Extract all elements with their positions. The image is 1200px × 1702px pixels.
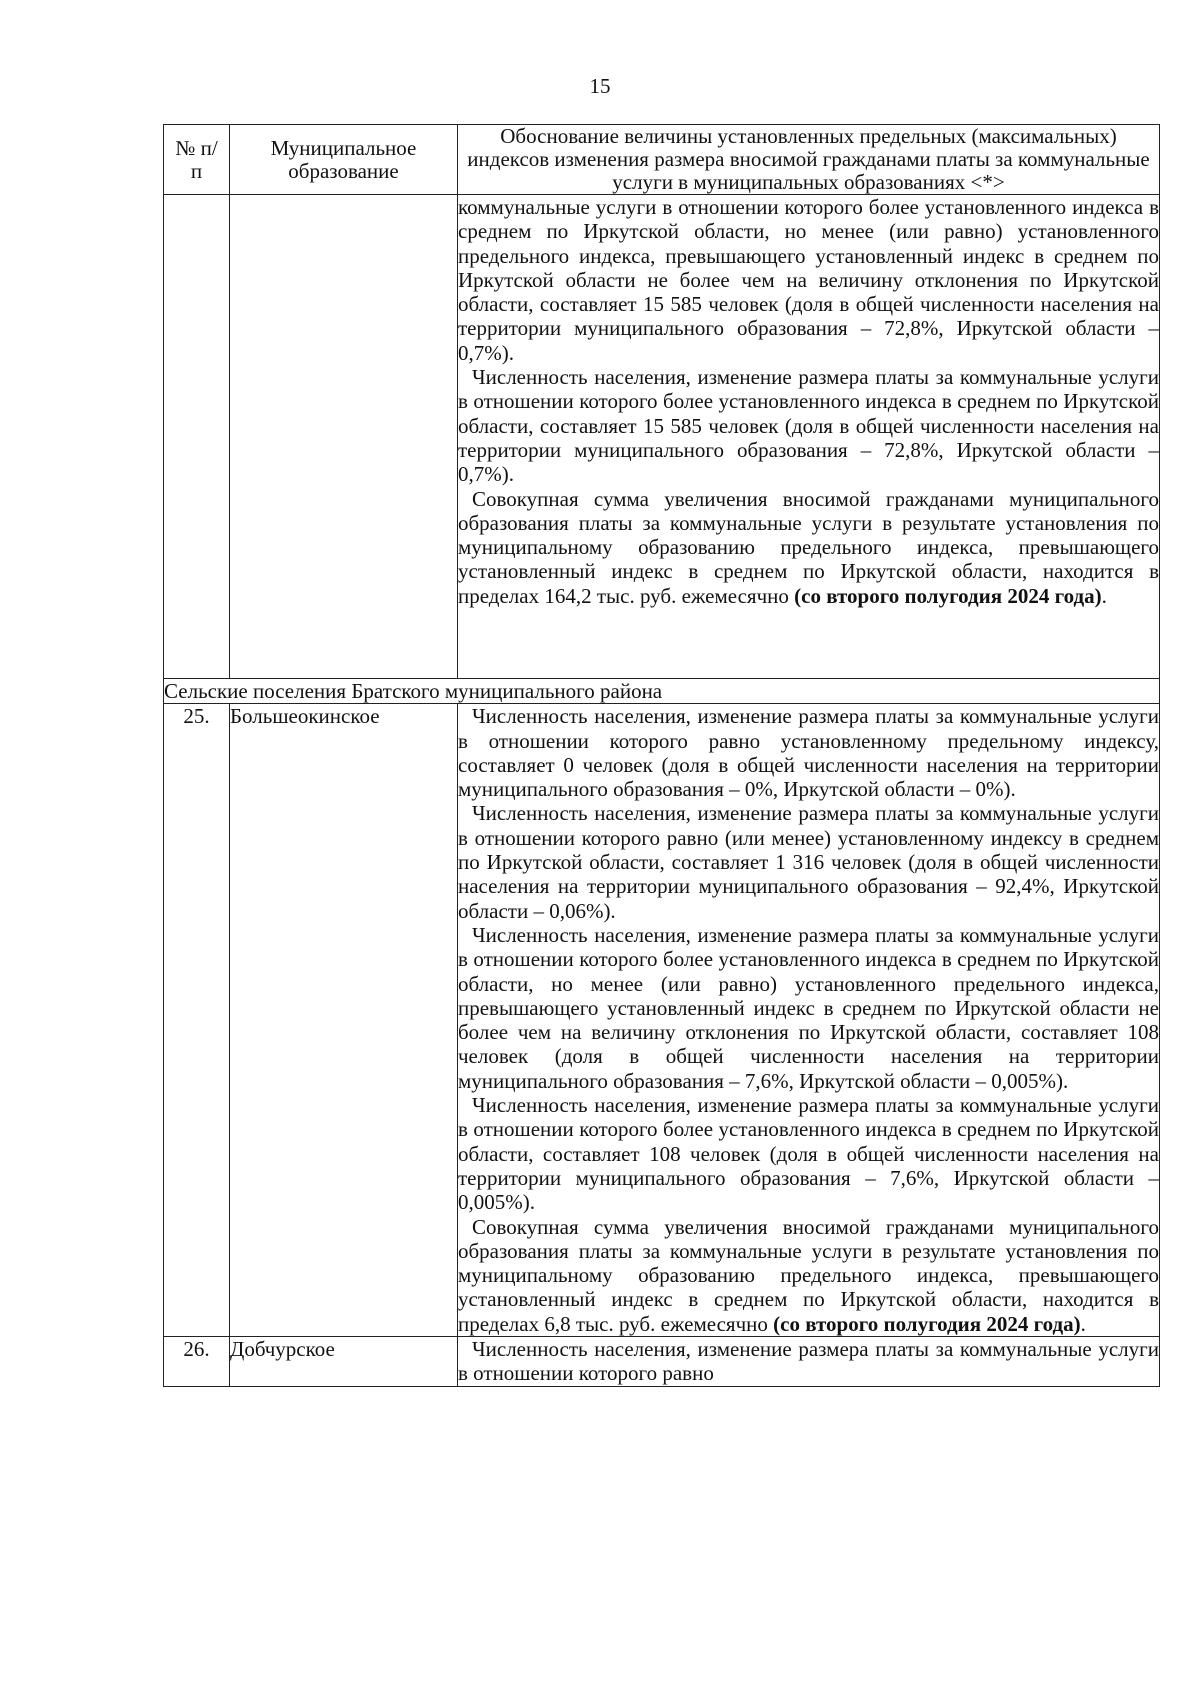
cell-justification bbox=[458, 195, 1160, 679]
paragraph: Численность населения, изменение размера платы за коммунальные услуги в отношении которого более установленного индекса в среднем по Иркутской области, составляет 108 человек (доля в общей численности населения на территории муниципального образования – 7,6%, Иркутской области – 0,005%). bbox=[458, 1093, 1159, 1215]
section-row bbox=[164, 679, 1160, 704]
cell-justification bbox=[458, 1337, 1160, 1387]
page-number: 15 bbox=[589, 74, 611, 98]
indices-table bbox=[163, 124, 1160, 1387]
paragraph: Численность населения, изменение размера платы за коммунальные услуги в отношении которого более установленного индекса в среднем по Иркутской области, но менее (или равно) установленного предельного индекса, превышающего установленный индекс в среднем по Иркутской области не более чем на величину отклонения по Иркутской области, составляет 108 человек (доля в общей численности населения на территории муниципального образования – 7,6%, Иркутской области – 0,005%). bbox=[458, 922, 1159, 1093]
period-bold: (со второго полугодия 2024 года) bbox=[794, 583, 1102, 608]
paragraph-total: Совокупная сумма увеличения вносимой гражданами муниципального образования платы за коммунальные услуги в результате установления по муниципальному образованию предельного индекса, превышающего установленный индекс в среднем по Иркутской области, находится в пределах 164,2 тыс. руб. ежемесячно (со второго полугодия 2024 года). bbox=[458, 486, 1159, 608]
period-bold: (со второго полугодия 2024 года) bbox=[773, 1311, 1081, 1336]
cell-name-empty bbox=[230, 195, 458, 679]
paragraph: Численность населения, изменение размера платы за коммунальные услуги в отношении которого равно (или менее) установленному индексу в среднем по Иркутской области, составляет 1 316 человек (доля в общей численности населения на территории муниципального образования – 92,4%, Иркутской области – 0,06%). bbox=[458, 801, 1159, 923]
row-number: 25. bbox=[164, 704, 230, 1337]
table-row bbox=[164, 1337, 1160, 1387]
table-row-continuation bbox=[164, 195, 1160, 679]
municipality-name: Добчурское bbox=[230, 1337, 458, 1387]
paragraph: Численность населения, изменение размера платы за коммунальные услуги в отношении которого более установленного индекса в среднем по Иркутской области, составляет 15 585 человек (доля в общей численности населения на территории муниципального образования – 72,8%, Иркутской области – 0,7%). bbox=[458, 365, 1159, 487]
municipality-name: Большеокинское bbox=[230, 704, 458, 1337]
cell-number-empty bbox=[164, 195, 230, 679]
cell-justification bbox=[458, 704, 1160, 1337]
table-header-row bbox=[164, 125, 1160, 195]
paragraph: коммунальные услуги в отношении которого более установленного индекса в среднем по Иркутской области, но менее (или равно) установленного предельного индекса, превышающего установленный индекс в среднем по Иркутской области не более чем на величину отклонения по Иркутской области, составляет 15 585 человек (доля в общей численности населения на территории муниципального образования – 72,8%, Иркутской области – 0,7%). bbox=[458, 195, 1159, 365]
table-row bbox=[164, 704, 1160, 1337]
section-title: Сельские поселения Братского муниципального района bbox=[164, 679, 1160, 704]
header-number: № п/п bbox=[164, 125, 230, 195]
header-justification: Обоснование величины установленных предельных (максимальных) индексов изменения размера вносимой гражданами платы за коммунальные услуги в муниципальных образованиях <*> bbox=[458, 125, 1160, 195]
paragraph: Численность населения, изменение размера платы за коммунальные услуги в отношении которого равно bbox=[458, 1337, 1159, 1386]
paragraph-total: Совокупная сумма увеличения вносимой гражданами муниципального образования платы за коммунальные услуги в результате установления по муниципальному образованию предельного индекса, превышающего установленный индекс в среднем по Иркутской области, находится в пределах 6,8 тыс. руб. ежемесячно (со второго полугодия 2024 года). bbox=[458, 1214, 1159, 1336]
paragraph: Численность населения, изменение размера платы за коммунальные услуги в отношении которого равно установленному предельному индексу, составляет 0 человек (доля в общей численности населения на территории муниципального образования – 0%, Иркутской области – 0%). bbox=[458, 704, 1159, 802]
row-number: 26. bbox=[164, 1337, 230, 1387]
header-municipality: Муниципальное образование bbox=[230, 125, 458, 195]
